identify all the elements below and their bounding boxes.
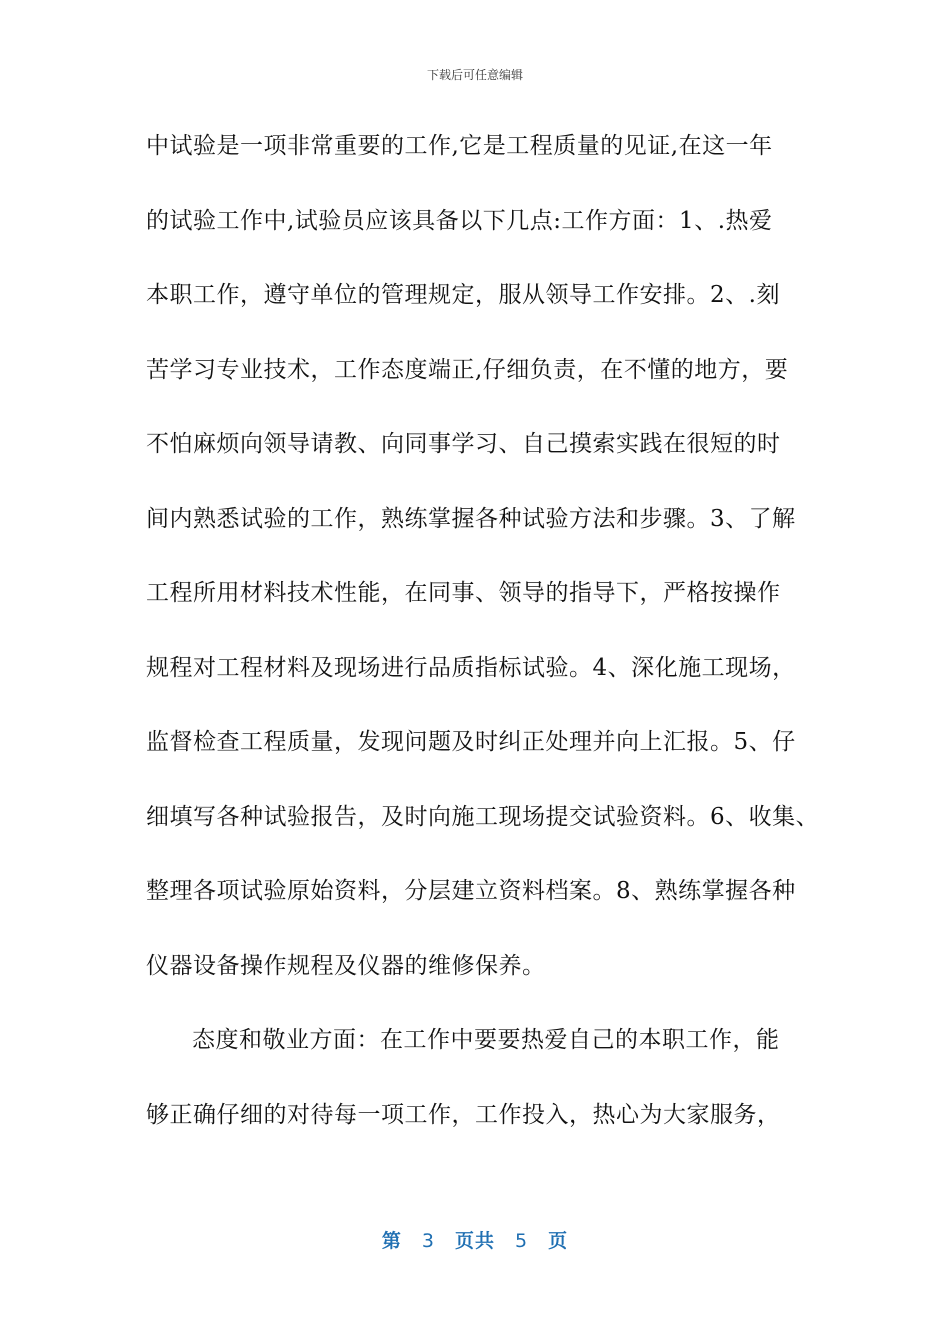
footer-current-page: 3 [421,1230,435,1252]
footer-suffix: 页 [548,1230,569,1252]
text-line: 仪器设备操作规程及仪器的维修保养。 [146,952,546,979]
text-line: 规程对工程材料及现场进行品质指标试验。4、深化施工现场， [146,654,796,681]
text-line-indented: 态度和敬业方面：在工作中要要热爱自己的本职工作，能 [192,1027,780,1053]
text-line: 的试验工作中,试验员应该具备以下几点:工作方面：1、.热爱 [146,207,773,234]
page-header: 下载后可任意编辑 [426,68,523,82]
text-line: 苦学习专业技术，工作态度端正,仔细负责，在不懂的地方，要 [146,356,789,383]
footer-middle: 页共 [454,1230,495,1252]
text-line: 够正确仔细的对待每一项工作，工作投入，热心为大家服务， [146,1101,781,1128]
document-body [146,127,826,1170]
footer-total-pages: 5 [515,1230,529,1252]
footer-prefix: 第 [381,1230,402,1252]
text-line: 本职工作，遵守单位的管理规定，服从领导工作安排。2、.刻 [146,282,780,308]
text-line: 中试验是一项非常重要的工作,它是工程质量的见证,在这一年 [146,133,773,159]
page-footer [0,1226,950,1253]
text-line: 细填写各种试验报告，及时向施工现场提交试验资料。6、收集、 [146,803,820,830]
text-line: 工程所用材料技术性能，在同事、领导的指导下，严格按操作 [146,580,781,606]
text-line: 间内熟悉试验的工作，熟练掌握各种试验方法和步骤。3、了解 [146,505,796,532]
text-line: 监督检查工程质量，发现问题及时纠正处理并向上汇报。5、仔 [146,729,796,755]
text-line: 不怕麻烦向领导请教、向同事学习、自己摸索实践在很短的时 [146,431,781,457]
text-line: 整理各项试验原始资料，分层建立资料档案。8、熟练掌握各种 [146,878,796,904]
